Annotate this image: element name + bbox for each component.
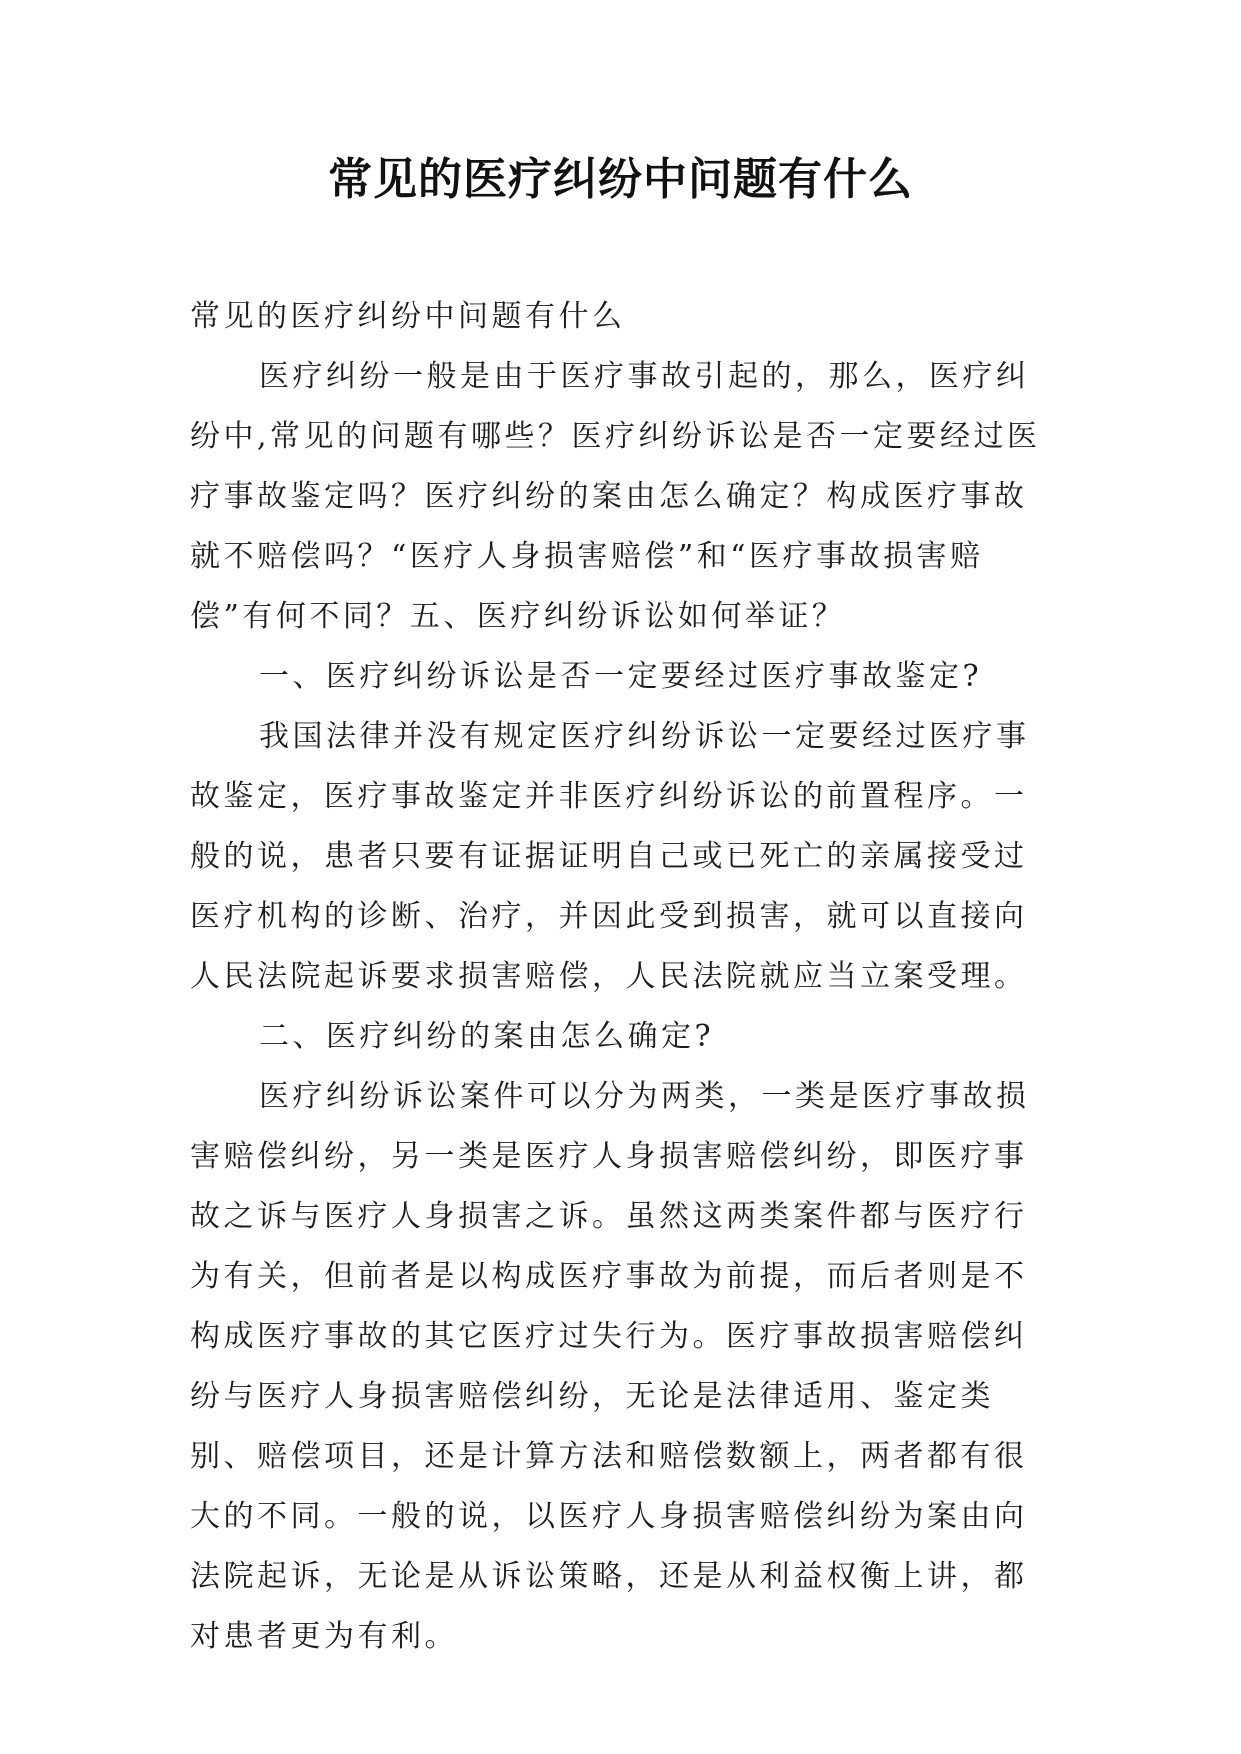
document-subtitle: 常见的医疗纠纷中问题有什么 (190, 299, 626, 334)
paragraph-intro: 医疗纠纷一般是由于医疗事故引起的，那么，医疗纠纷中,常见的问题有哪些？医疗纠纷诉讼是否一定要经过医疗事故鉴定吗？医疗纠纷的案由怎么确定？构成医疗事故就不赔偿吗？“医疗人身损害赔偿”和“医疗事故损害赔偿”有何不同？五、医疗纠纷诉讼如何举证？ (190, 359, 1041, 634)
document-title: 常见的医疗纠纷中问题有什么 (328, 154, 913, 205)
section-heading-2: 二、医疗纠纷的案由怎么确定? (259, 1019, 715, 1054)
paragraph-section-1: 我国法律并没有规定医疗纠纷诉讼一定要经过医疗事故鉴定，医疗事故鉴定并非医疗纠纷诉讼的前置程序。一般的说，患者只要有证据证明自己或已死亡的亲属接受过医疗机构的诊断、治疗，并因此受到损害，就可以直接向人民法院起诉要求损害赔偿，人民法院就应当立案受理。 (190, 719, 1030, 994)
paragraph-section-2: 医疗纠纷诉讼案件可以分为两类，一类是医疗事故损害赔偿纠纷，另一类是医疗人身损害赔偿纠纷，即医疗事故之诉与医疗人身损害之诉。虽然这两类案件都与医疗行为有关，但前者是以构成医疗事故为前提，而后者则是不构成医疗事故的其它医疗过失行为。医疗事故损害赔偿纠纷与医疗人身损害赔偿纠纷，无论是法律适用、鉴定类别、赔偿项目，还是计算方法和赔偿数额上，两者都有很大的不同。一般的说，以医疗人身损害赔偿纠纷为案由向法院起诉，无论是从诉讼策略，还是从利益权衡上讲，都对患者更为有利。 (190, 1079, 1030, 1654)
document-body (190, 287, 1060, 1667)
section-heading-1: 一、医疗纠纷诉讼是否一定要经过医疗事故鉴定? (259, 659, 983, 694)
